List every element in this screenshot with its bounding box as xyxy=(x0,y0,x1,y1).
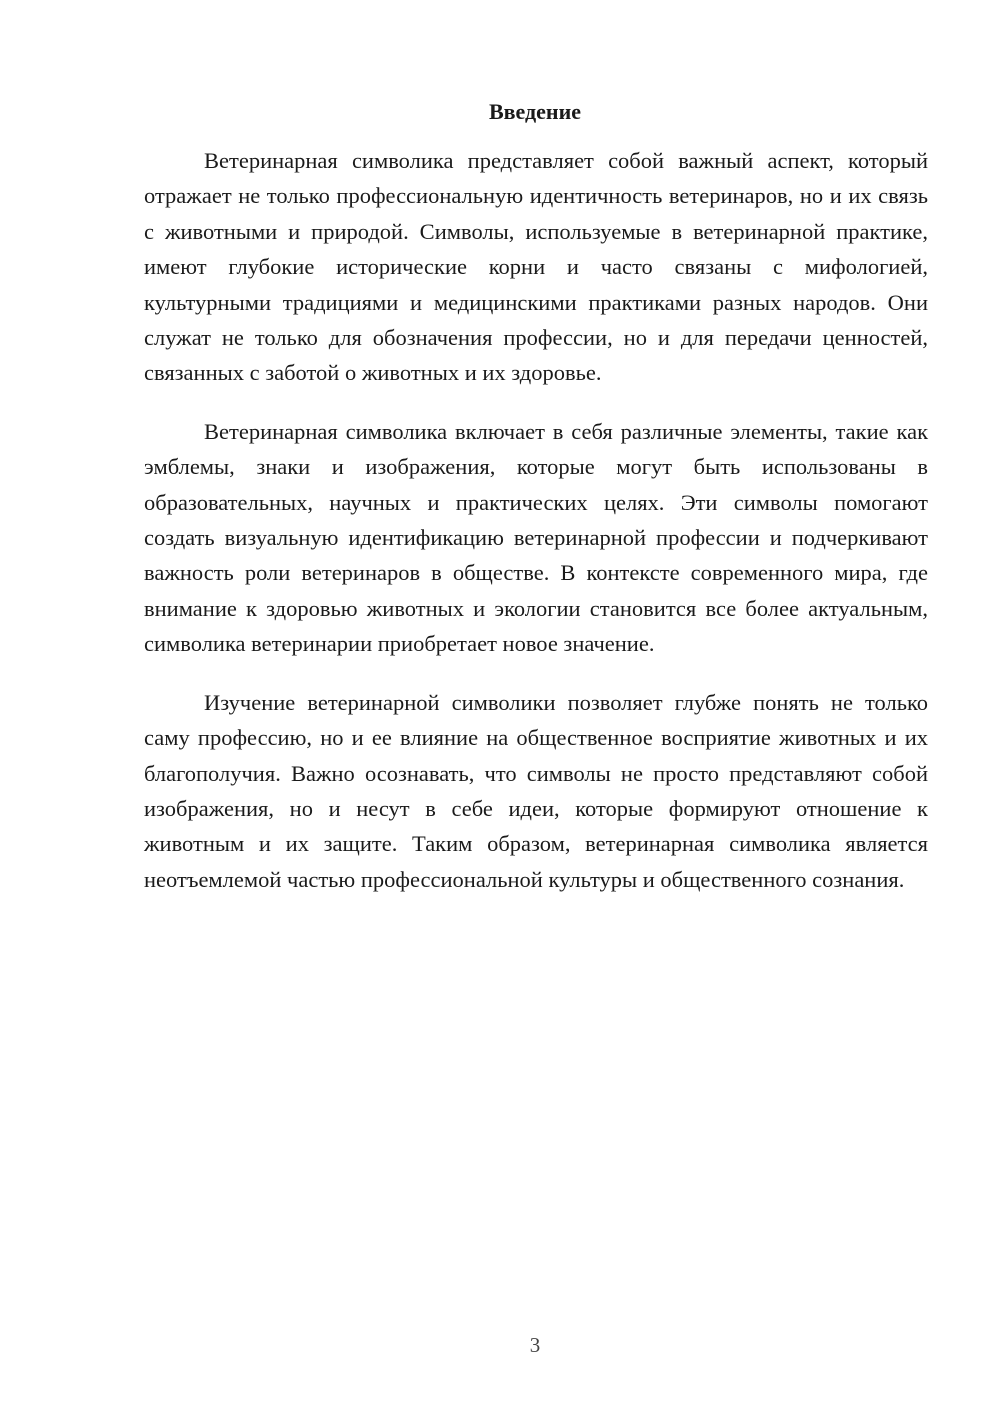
paragraph: Ветеринарная символика включает в себя различные элементы, такие как эмблемы, знаки и изображения, которые могут быть использованы в образовательных, научных и практических целях. Эти символы помогают создать визуальную идентификацию ветеринарной профессии и подчеркивают важность роли ветеринаров в обществе. В контексте современного мира, где внимание к здоровью животных и экологии становится все более актуальным, символика ветеринарии приобретает новое значение. xyxy=(144,418,928,657)
paragraph: Изучение ветеринарной символики позволяет глубже понять не только саму профессию, но и ее влияние на общественное восприятие животных и их благополучия. Важно осознавать, что символы не просто представляют собой изображения, но и несут в себе идеи, которые формируют отношение к животным и их защите. Таким образом, ветеринарная символика является неотъемлемой частью профессиональной культуры и общественного сознания. xyxy=(144,689,928,892)
page-number: 3 xyxy=(529,1333,541,1357)
paragraph: Ветеринарная символика представляет собой важный аспект, который отражает не только профессиональную идентичность ветеринаров, но и их связь с животными и природой. Символы, используемые в ветеринарной практике, имеют глубокие исторические корни и часто связаны с мифологией, культурными традициями и медицинскими практиками разных народов. Они служат не только для обозначения профессии, но и для передачи ценностей, связанных с заботой о животных и их здоровье. xyxy=(144,148,928,386)
body-text xyxy=(144,143,928,920)
section-title: Введение xyxy=(488,99,582,124)
